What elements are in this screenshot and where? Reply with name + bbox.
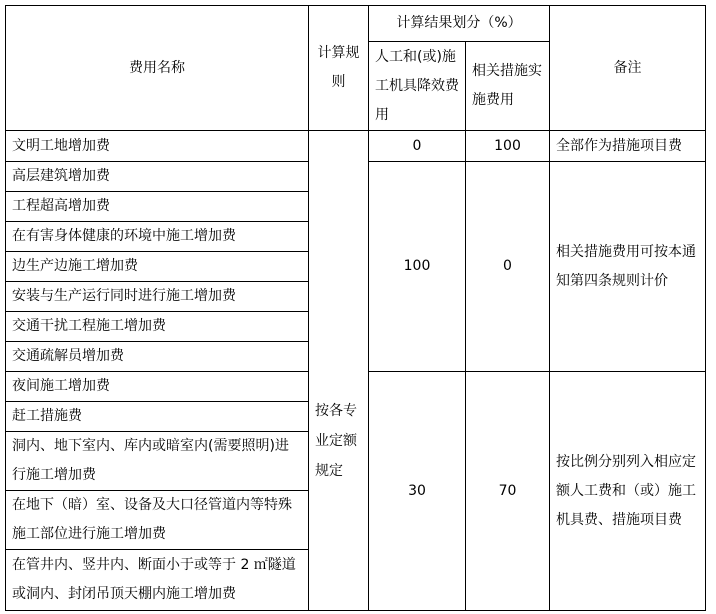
fee-name: 工程超高增加费	[6, 192, 309, 222]
remark: 相关措施费用可按本通知第四条规则计价	[550, 162, 706, 372]
fee-name: 洞内、地下室内、库内或暗室内(需要照明)进行施工增加费	[6, 432, 309, 491]
fee-name: 交通干扰工程施工增加费	[6, 312, 309, 342]
labor-pct: 30	[369, 372, 466, 611]
remark: 按比例分别列入相应定额人工费和（或）施工机具费、措施项目费	[550, 372, 706, 611]
header-rule: 计算规则	[309, 6, 369, 131]
header-remark: 备注	[550, 6, 706, 131]
fee-name: 交通疏解员增加费	[6, 342, 309, 372]
labor-pct: 0	[369, 131, 466, 162]
measure-pct: 100	[466, 131, 550, 162]
header-labor: 人工和(或)施工机具降效费用	[369, 42, 466, 131]
rule-value: 按各专业定额规定	[309, 131, 369, 611]
fee-name: 安装与生产运行同时进行施工增加费	[6, 282, 309, 312]
header-name: 费用名称	[6, 6, 309, 131]
fee-name: 在管井内、竖井内、断面小于或等于 2 ㎡隧道或洞内、封闭吊顶天棚内施工增加费	[6, 550, 309, 611]
fee-name: 文明工地增加费	[6, 131, 309, 162]
fee-name: 夜间施工增加费	[6, 372, 309, 402]
fee-name: 赶工措施费	[6, 402, 309, 432]
header-measure: 相关措施实施费用	[466, 42, 550, 131]
fee-table	[5, 5, 706, 611]
measure-pct: 0	[466, 162, 550, 372]
fee-name: 高层建筑增加费	[6, 162, 309, 192]
fee-name: 边生产边施工增加费	[6, 252, 309, 282]
fee-name: 在地下（暗）室、设备及大口径管道内等特殊施工部位进行施工增加费	[6, 491, 309, 550]
header-split: 计算结果划分（%）	[369, 6, 550, 42]
labor-pct: 100	[369, 162, 466, 372]
measure-pct: 70	[466, 372, 550, 611]
remark: 全部作为措施项目费	[550, 131, 706, 162]
fee-name: 在有害身体健康的环境中施工增加费	[6, 222, 309, 252]
